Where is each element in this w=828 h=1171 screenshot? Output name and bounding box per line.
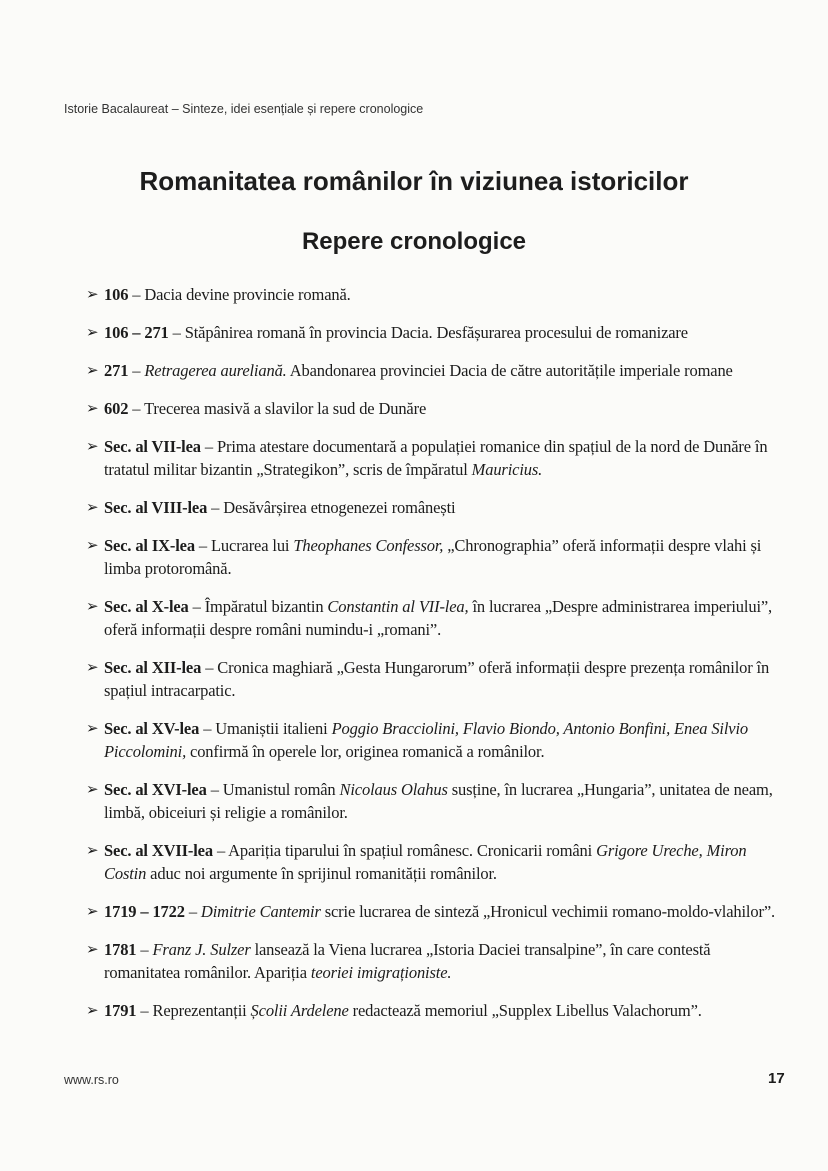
item-text: aduc noi argumente în sprijinul romanității românilor.	[146, 864, 497, 883]
chronology-item	[86, 839, 790, 885]
item-text: scrie lucrarea de sinteză „Hronicul vechimii romano-moldo-vlahilor”.	[320, 902, 775, 921]
item-text: – Reprezentanții	[140, 1001, 251, 1020]
item-text: – Umanistul român	[210, 780, 340, 799]
chronology-item	[86, 999, 790, 1022]
item-date: 1791	[104, 1001, 137, 1020]
arrowhead-bullet-icon: ➢	[86, 940, 99, 958]
section-subtitle: Repere cronologice	[301, 228, 527, 255]
arrowhead-bullet-icon: ➢	[86, 658, 99, 676]
item-text-italic: Mauricius.	[471, 460, 543, 479]
arrowhead-bullet-icon: ➢	[86, 780, 99, 798]
item-text: –	[132, 361, 145, 380]
item-date: 1781	[104, 940, 137, 959]
item-text: – Împăratul bizantin	[192, 597, 328, 616]
arrowhead-bullet-icon: ➢	[86, 285, 99, 303]
arrowhead-bullet-icon: ➢	[86, 498, 99, 516]
page-number: 17	[768, 1070, 785, 1087]
chronology-item	[86, 496, 790, 519]
item-text: Abandonarea provinciei Dacia de către autoritățile imperiale romane	[286, 361, 733, 380]
item-date: Sec. al VII-lea	[104, 437, 201, 456]
item-text-italic: Constantin al VII-lea,	[327, 597, 469, 616]
item-date: Sec. al IX-lea	[104, 536, 195, 555]
chronology-item	[86, 283, 790, 306]
item-date: Sec. al VIII-lea	[104, 498, 208, 517]
chronology-item	[86, 900, 790, 923]
item-date: Sec. al XVI-lea	[104, 780, 207, 799]
item-text-italic: Nicolaus Olahus	[339, 780, 448, 799]
item-text-italic: teoriei imigraționiste.	[310, 963, 452, 982]
item-date: 106 – 271	[104, 323, 169, 342]
item-text: – Umaniștii italieni	[203, 719, 332, 738]
item-date: 602	[104, 399, 129, 418]
arrowhead-bullet-icon: ➢	[86, 399, 99, 417]
item-text-italic: Școlii Ardelene	[250, 1001, 349, 1020]
item-text: – Cronica maghiară „Gesta Hungarorum” oferă informații despre prezența românilor în spațiul intracarpatic.	[104, 658, 770, 700]
item-text: redactează memoriul „Supplex Libellus Valachorum”.	[348, 1001, 702, 1020]
chronology-item	[86, 321, 790, 344]
item-text: – Dacia devine provincie romană.	[132, 285, 351, 304]
arrowhead-bullet-icon: ➢	[86, 323, 99, 341]
arrowhead-bullet-icon: ➢	[86, 719, 99, 737]
chronology-item	[86, 938, 790, 984]
item-text: – Lucrarea lui	[198, 536, 294, 555]
chronology-item	[86, 397, 790, 420]
item-date: Sec. al XII-lea	[104, 658, 202, 677]
item-date: 271	[104, 361, 129, 380]
chronology-item	[86, 717, 790, 763]
item-text: – Stăpânirea romană în provincia Dacia. Desfășurarea procesului de romanizare	[172, 323, 688, 342]
item-text: –	[140, 940, 153, 959]
chronology-item	[86, 656, 790, 702]
item-date: Sec. al X-lea	[104, 597, 189, 616]
item-text: „Chronographia” oferă informații despre vlahi și limba protoromână.	[104, 536, 762, 578]
item-text-italic: Franz J. Sulzer	[152, 940, 251, 959]
arrowhead-bullet-icon: ➢	[86, 361, 99, 379]
item-text: – Trecerea masivă a slavilor la sud de Dunăre	[132, 399, 427, 418]
arrowhead-bullet-icon: ➢	[86, 902, 99, 920]
item-text-italic: Dimitrie Cantemir	[200, 902, 321, 921]
arrowhead-bullet-icon: ➢	[86, 841, 99, 859]
item-date: 1719 – 1722	[104, 902, 185, 921]
item-text: – Prima atestare documentară a populației romanice din spațiul de la nord de Dunăre în tratatul militar bizantin „Strategikon”, scris de împăratul	[104, 437, 768, 479]
arrowhead-bullet-icon: ➢	[86, 536, 99, 554]
chronology-item	[86, 359, 790, 382]
chronology-item	[86, 778, 790, 824]
item-text-italic: Retragerea aureliană.	[144, 361, 287, 380]
item-text-italic: Poggio Bracciolini, Flavio Biondo, Antonio Bonfini, Enea Silvio Piccolomini,	[104, 719, 749, 761]
item-date: Sec. al XV-lea	[104, 719, 200, 738]
item-date: 106	[104, 285, 129, 304]
arrowhead-bullet-icon: ➢	[86, 1001, 99, 1019]
item-text: susține, în lucrarea „Hungaria”, unitatea de neam, limbă, obiceiuri și religie a românilor.	[104, 780, 773, 822]
chronology-list	[86, 283, 790, 1037]
running-header: Istorie Bacalaureat – Sinteze, idei esențiale și repere cronologice	[64, 102, 424, 116]
item-text: – Desăvârșirea etnogenezei românești	[211, 498, 456, 517]
footer-website: www.rs.ro	[64, 1073, 119, 1087]
item-text-italic: Grigore Ureche, Miron Costin	[104, 841, 747, 883]
item-text: –	[188, 902, 201, 921]
arrowhead-bullet-icon: ➢	[86, 597, 99, 615]
item-date: Sec. al XVII-lea	[104, 841, 213, 860]
arrowhead-bullet-icon: ➢	[86, 437, 99, 455]
item-text: – Apariția tiparului în spațiul românesc. Cronicarii români	[216, 841, 597, 860]
item-text: în lucrarea „Despre administrarea imperiului”, oferă informații despre români numindu-i „romani”.	[104, 597, 773, 639]
item-text: confirmă în operele lor, originea romanică a românilor.	[186, 742, 545, 761]
chronology-item	[86, 534, 790, 580]
chronology-item	[86, 435, 790, 481]
page-title: Romanitatea românilor în viziunea istoricilor	[139, 166, 689, 196]
item-text: lansează la Viena lucrarea „Istoria Daciei transalpine”, în care contestă romanitatea românilor. Apariția	[104, 940, 711, 982]
chronology-item	[86, 595, 790, 641]
item-text-italic: Theophanes Confessor,	[293, 536, 444, 555]
